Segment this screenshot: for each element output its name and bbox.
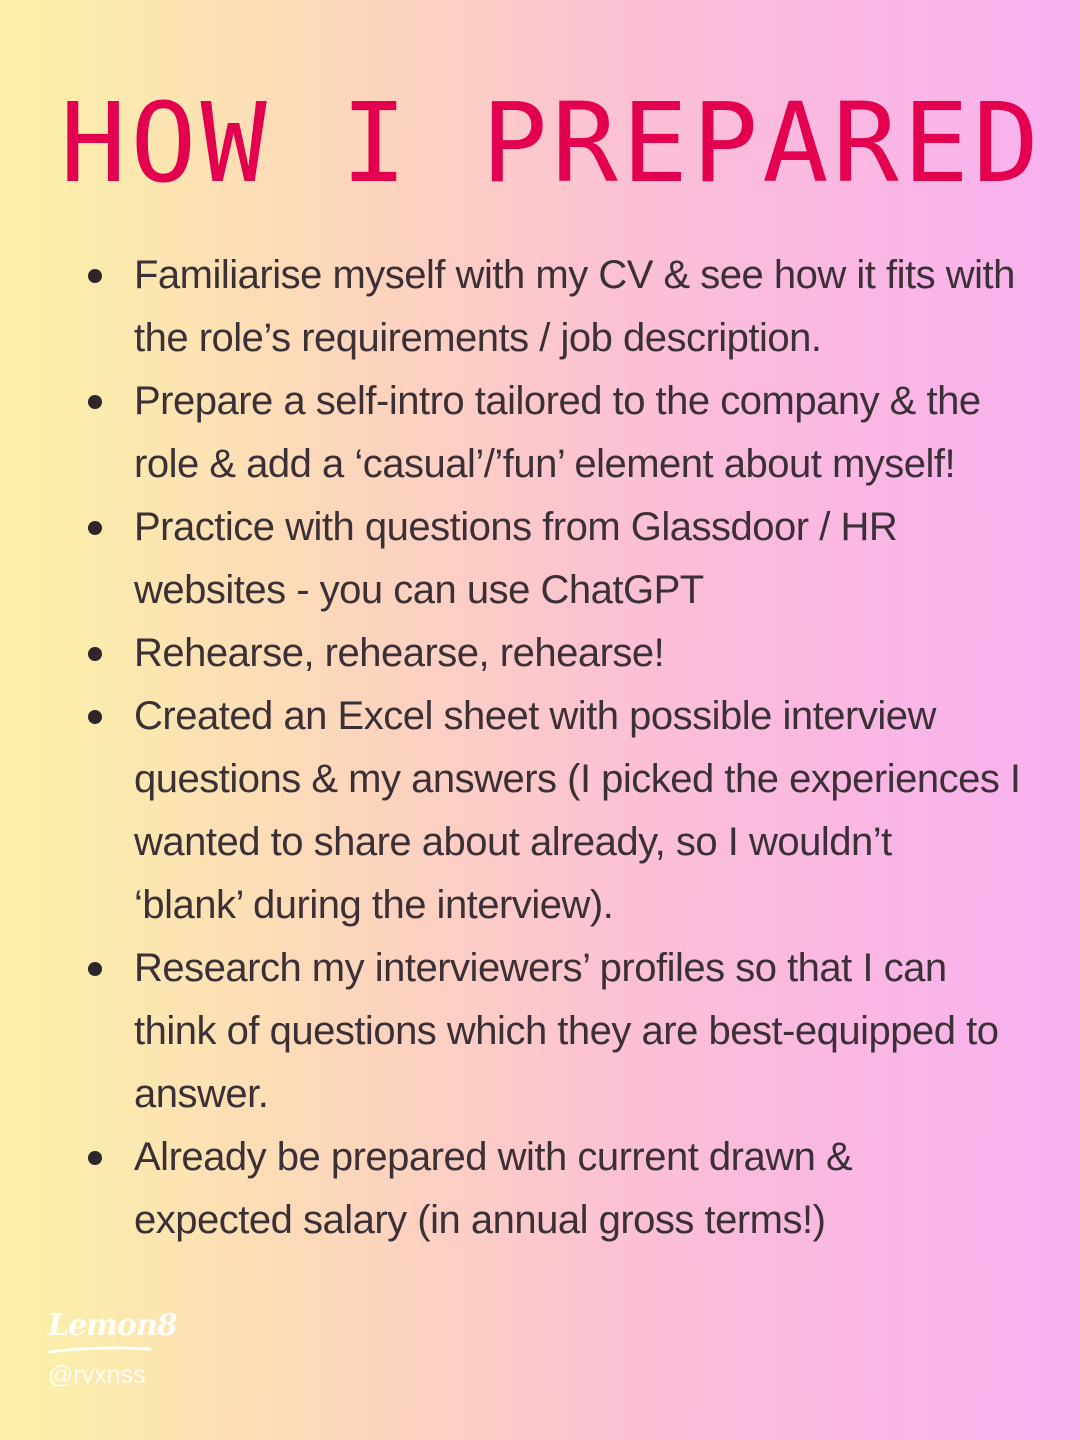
bullet-text-line: questions & my answers (I picked the experiences I xyxy=(134,757,1021,801)
bullet-dot-icon xyxy=(88,962,102,976)
list-item xyxy=(88,370,1048,496)
page-title: HOW I PREPARED xyxy=(60,79,1044,207)
bullet-dot-icon xyxy=(88,647,102,661)
bullet-text-line: wanted to share about already, so I wouldn’t xyxy=(134,820,892,864)
bullet-text-line: ‘blank’ during the interview). xyxy=(134,883,614,927)
logo-underline-icon xyxy=(48,1346,152,1354)
watermark xyxy=(48,1308,188,1390)
bullet-text-line: Practice with questions from Glassdoor / HR xyxy=(134,505,898,549)
bullet-dot-icon xyxy=(88,395,102,409)
list-item xyxy=(88,496,1048,622)
bullet-text-line: think of questions which they are best-equipped to xyxy=(134,1009,999,1053)
bullet-text-line: answer. xyxy=(134,1072,269,1116)
list-item xyxy=(88,622,1048,685)
bullet-dot-icon xyxy=(88,269,102,283)
list-item xyxy=(88,937,1048,1126)
bullet-dot-icon xyxy=(88,521,102,535)
bullet-text-line: Prepare a self-intro tailored to the company & the xyxy=(134,379,981,423)
bullet-text-line: Already be prepared with current drawn & xyxy=(134,1135,853,1179)
bullet-list xyxy=(88,244,1048,1252)
list-item xyxy=(88,1126,1048,1252)
bullet-text-line: Research my interviewers’ profiles so that I can xyxy=(134,946,947,990)
creator-handle: @rvxnss xyxy=(48,1361,146,1389)
bullet-text-line: role & add a ‘casual’/’fun’ element about myself! xyxy=(134,442,956,486)
list-item xyxy=(88,685,1048,937)
bullet-text-line: websites - you can use ChatGPT xyxy=(134,568,704,612)
lemon8-logo: Lemon8 xyxy=(48,1308,177,1343)
list-item xyxy=(88,244,1048,370)
bullet-dot-icon xyxy=(88,1151,102,1165)
bullet-text-line: Rehearse, rehearse, rehearse! xyxy=(134,631,665,675)
bullet-text-line: expected salary (in annual gross terms!) xyxy=(134,1198,826,1242)
bullet-dot-icon xyxy=(88,710,102,724)
bullet-text-line: Created an Excel sheet with possible interview xyxy=(134,694,936,738)
bullet-text-line: Familiarise myself with my CV & see how it fits with xyxy=(134,253,1015,297)
bullet-text-line: the role’s requirements / job description. xyxy=(134,316,822,360)
